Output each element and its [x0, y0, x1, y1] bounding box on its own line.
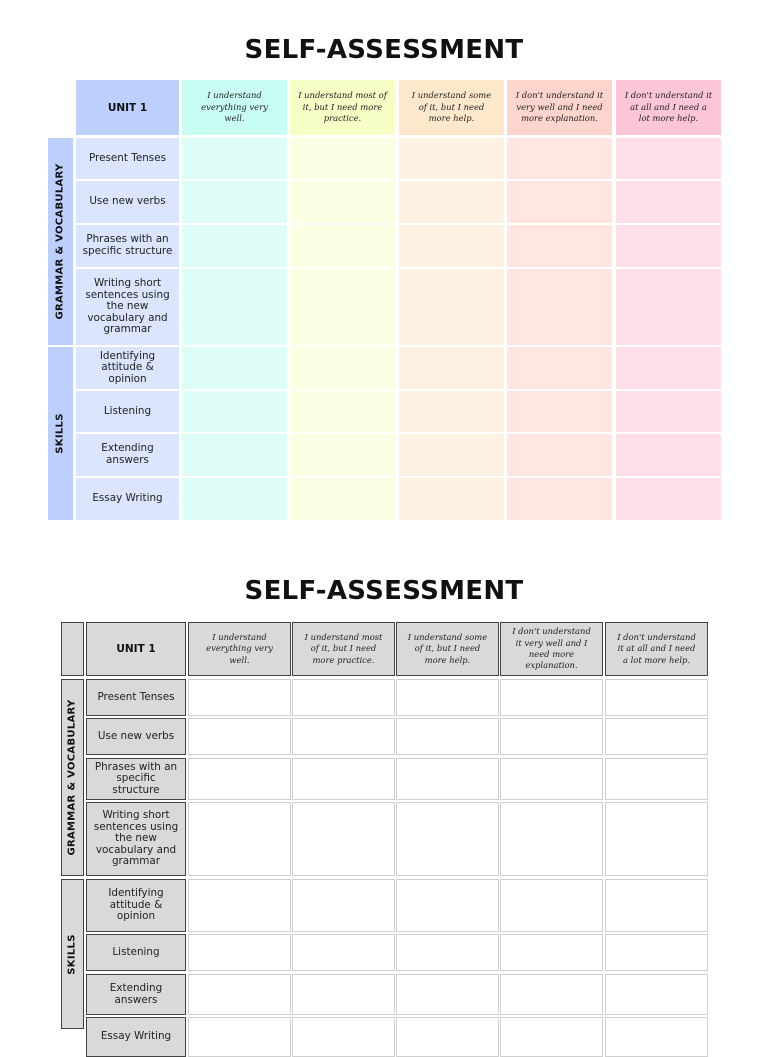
- rating-cell[interactable]: [290, 478, 395, 520]
- rating-cell[interactable]: [605, 879, 708, 932]
- level-header-1: I understand everything very well.: [182, 80, 287, 135]
- row-label: Essay Writing: [86, 1017, 186, 1057]
- row-label: Use new verbs: [86, 718, 186, 755]
- rating-cell[interactable]: [500, 879, 603, 932]
- rating-cell[interactable]: [507, 269, 612, 345]
- rating-cell[interactable]: [182, 347, 287, 389]
- rating-cell[interactable]: [507, 138, 612, 179]
- rating-cell[interactable]: [290, 225, 395, 267]
- row-label: Writing short sentences using the new vocabulary and grammar: [76, 269, 179, 345]
- row-label: Listening: [86, 934, 186, 971]
- rating-cell[interactable]: [399, 138, 504, 179]
- rating-cell[interactable]: [616, 269, 721, 345]
- rating-cell[interactable]: [188, 679, 291, 716]
- rating-cell[interactable]: [399, 225, 504, 267]
- page-title-colored: SELF-ASSESSMENT: [244, 35, 524, 65]
- rating-cell[interactable]: [605, 758, 708, 800]
- rating-cell[interactable]: [605, 934, 708, 971]
- rating-cell[interactable]: [182, 225, 287, 267]
- rating-cell[interactable]: [182, 138, 287, 179]
- rating-cell[interactable]: [292, 679, 395, 716]
- level-header-4: I don't understand it very well and I need more explanation.: [500, 622, 603, 676]
- level-header-5: I don't understand it at all and I need a lot more help.: [605, 622, 708, 676]
- rating-cell[interactable]: [605, 974, 708, 1015]
- rating-cell[interactable]: [188, 934, 291, 971]
- rating-cell[interactable]: [605, 1017, 708, 1057]
- row-label: Identifying attitude & opinion: [86, 879, 186, 932]
- rating-cell[interactable]: [290, 391, 395, 432]
- row-label: Writing short sentences using the new vocabulary and grammar: [86, 802, 186, 876]
- rating-cell[interactable]: [399, 181, 504, 223]
- rating-cell[interactable]: [396, 758, 499, 800]
- row-label: Phrases with an specific structure: [76, 225, 179, 267]
- rating-cell[interactable]: [188, 758, 291, 800]
- rating-cell[interactable]: [290, 181, 395, 223]
- rating-cell[interactable]: [616, 181, 721, 223]
- rating-cell[interactable]: [500, 934, 603, 971]
- rating-cell[interactable]: [507, 434, 612, 476]
- rating-cell[interactable]: [292, 974, 395, 1015]
- rating-cell[interactable]: [399, 347, 504, 389]
- rating-cell[interactable]: [616, 391, 721, 432]
- rating-cell[interactable]: [396, 879, 499, 932]
- rating-cell[interactable]: [396, 802, 499, 876]
- rating-cell[interactable]: [290, 347, 395, 389]
- rating-cell[interactable]: [182, 391, 287, 432]
- rating-cell[interactable]: [182, 269, 287, 345]
- rating-cell[interactable]: [292, 758, 395, 800]
- rating-cell[interactable]: [500, 974, 603, 1015]
- rating-cell[interactable]: [290, 138, 395, 179]
- row-label: Identifying attitude & opinion: [76, 347, 179, 389]
- rating-cell[interactable]: [188, 1017, 291, 1057]
- rating-cell[interactable]: [507, 347, 612, 389]
- rating-cell[interactable]: [507, 181, 612, 223]
- rating-cell[interactable]: [292, 879, 395, 932]
- level-header-2: I understand most of it, but I need more practice.: [292, 622, 395, 676]
- row-label: Extending answers: [76, 434, 179, 476]
- rating-cell[interactable]: [500, 802, 603, 876]
- row-label: Extending answers: [86, 974, 186, 1015]
- rating-cell[interactable]: [182, 434, 287, 476]
- rating-cell[interactable]: [399, 269, 504, 345]
- rating-cell[interactable]: [188, 718, 291, 755]
- rating-cell[interactable]: [399, 478, 504, 520]
- rating-cell[interactable]: [500, 679, 603, 716]
- level-header-3: I understand some of it, but I need more help.: [396, 622, 499, 676]
- page-title-grayscale: SELF-ASSESSMENT: [244, 576, 524, 606]
- rating-cell[interactable]: [616, 225, 721, 267]
- rating-cell[interactable]: [182, 478, 287, 520]
- corner-cell: [61, 622, 84, 676]
- rating-cell[interactable]: [290, 269, 395, 345]
- section-label-skills: [48, 347, 73, 520]
- section-label-grammar-vocabulary: [61, 679, 84, 876]
- section-label-text: GRAMMAR & VOCABULARY: [67, 699, 79, 856]
- level-header-4: I don't understand it very well and I need more explanation.: [507, 80, 612, 135]
- row-label: Use new verbs: [76, 181, 179, 223]
- rating-cell[interactable]: [605, 718, 708, 755]
- rating-cell[interactable]: [292, 1017, 395, 1057]
- rating-cell[interactable]: [188, 879, 291, 932]
- row-label: Present Tenses: [86, 679, 186, 716]
- rating-cell[interactable]: [507, 478, 612, 520]
- rating-cell[interactable]: [500, 718, 603, 755]
- rating-cell[interactable]: [290, 434, 395, 476]
- section-label-text: GRAMMAR & VOCABULARY: [55, 163, 67, 320]
- level-header-1: I understand everything very well.: [188, 622, 291, 676]
- rating-cell[interactable]: [292, 802, 395, 876]
- rating-cell[interactable]: [292, 718, 395, 755]
- section-label-text: SKILLS: [55, 413, 67, 454]
- rating-cell[interactable]: [396, 1017, 499, 1057]
- level-header-5: I don't understand it at all and I need a lot more help.: [616, 80, 721, 135]
- rating-cell[interactable]: [616, 138, 721, 179]
- unit-label: UNIT 1: [86, 622, 186, 676]
- level-header-2: I understand most of it, but I need more practice.: [290, 80, 395, 135]
- rating-cell[interactable]: [292, 934, 395, 971]
- rating-cell[interactable]: [605, 679, 708, 716]
- row-label: Listening: [76, 391, 179, 432]
- rating-cell[interactable]: [396, 934, 499, 971]
- row-label: Phrases with an specific structure: [86, 758, 186, 800]
- section-label-skills: [61, 879, 84, 1029]
- rating-cell[interactable]: [616, 478, 721, 520]
- rating-cell[interactable]: [605, 802, 708, 876]
- rating-cell[interactable]: [182, 181, 287, 223]
- rating-cell[interactable]: [188, 974, 291, 1015]
- rating-cell[interactable]: [188, 802, 291, 876]
- row-label: Essay Writing: [76, 478, 179, 520]
- rating-cell[interactable]: [500, 758, 603, 800]
- rating-cell[interactable]: [616, 434, 721, 476]
- rating-cell[interactable]: [396, 679, 499, 716]
- level-header-3: I understand some of it, but I need more help.: [399, 80, 504, 135]
- rating-cell[interactable]: [399, 391, 504, 432]
- row-label: Present Tenses: [76, 138, 179, 179]
- section-label-text: SKILLS: [67, 933, 79, 975]
- section-label-grammar-vocabulary: [48, 138, 73, 345]
- unit-label: UNIT 1: [76, 80, 179, 135]
- rating-cell[interactable]: [616, 347, 721, 389]
- rating-cell[interactable]: [396, 974, 499, 1015]
- rating-cell[interactable]: [507, 391, 612, 432]
- rating-cell[interactable]: [396, 718, 499, 755]
- rating-cell[interactable]: [399, 434, 504, 476]
- rating-cell[interactable]: [500, 1017, 603, 1057]
- rating-cell[interactable]: [507, 225, 612, 267]
